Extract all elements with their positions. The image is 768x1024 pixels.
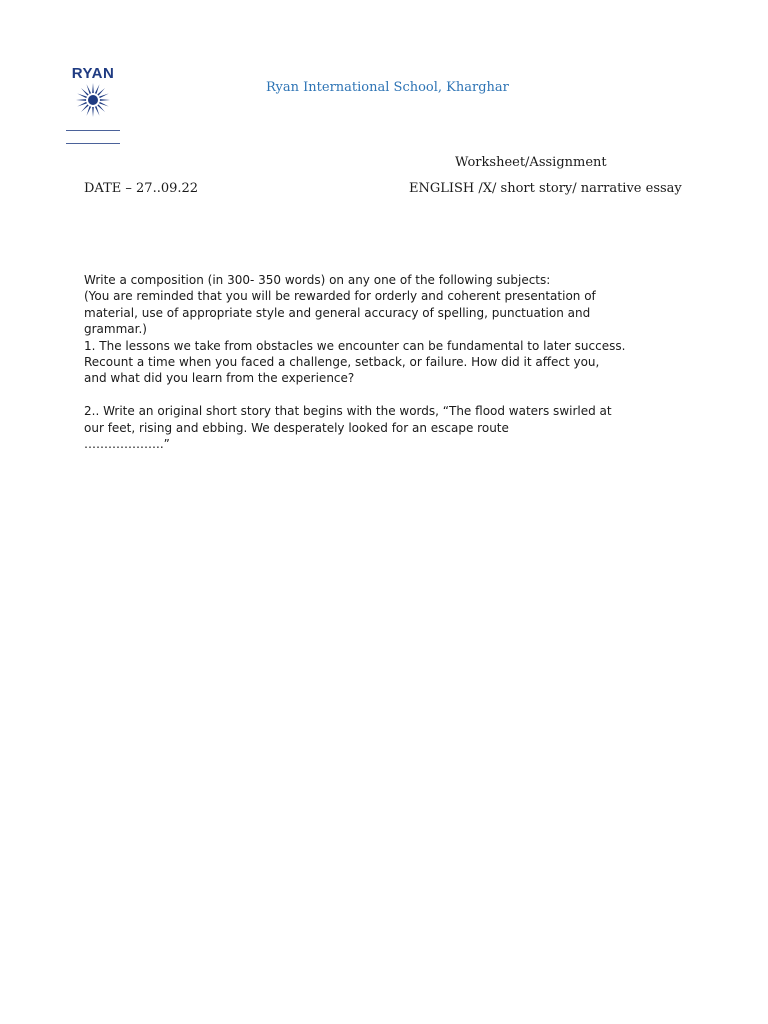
paragraph-gap	[84, 387, 624, 403]
logo-ray	[97, 104, 105, 112]
logo-ray	[77, 102, 87, 107]
instruction-line: Write a composition (in 300- 350 words) on any one of the following subjects:	[84, 273, 551, 287]
logo-ray	[99, 102, 109, 107]
school-name: Ryan International School, Kharghar	[266, 80, 509, 95]
logo-ray	[81, 88, 89, 96]
logo-ray	[95, 84, 100, 94]
logo-ray	[86, 84, 91, 94]
logo-wordmark: RYAN	[71, 65, 115, 82]
logo-ray	[100, 99, 110, 101]
question-2-line: 2.. Write an original short story that begins with the words, “The flood waters swirled at	[84, 404, 612, 419]
logo-ray	[86, 106, 91, 116]
subject-line: ENGLISH /X/ short story/ narrative essay	[409, 181, 682, 196]
worksheet-title: Worksheet/Assignment	[455, 155, 607, 170]
logo-ray	[97, 88, 105, 96]
question-2-line: our feet, rising and ebbing. We desperately looked for an escape route	[84, 420, 509, 435]
logo-ray	[92, 107, 94, 117]
school-logo	[62, 66, 124, 146]
question-1-line: and what did you learn from the experience?	[84, 371, 355, 386]
instruction-line: grammar.)	[84, 322, 147, 337]
logo-ray	[95, 106, 100, 116]
logo-ray	[92, 83, 94, 93]
question-1-line: Recount a time when you faced a challenge, setback, or failure. How did it affect you,	[84, 355, 600, 370]
instruction-line: (You are reminded that you will be rewarded for orderly and coherent presentation of	[84, 289, 596, 304]
logo-ray	[81, 104, 89, 112]
logo-ray	[99, 93, 109, 98]
logo-ray	[76, 99, 86, 101]
logo-sunburst-icon	[62, 80, 124, 146]
instruction-line: material, use of appropriate style and general accuracy of spelling, punctuation and	[84, 305, 591, 320]
date-line: DATE – 27..09.22	[84, 181, 199, 196]
logo-ray	[77, 93, 87, 98]
question-2-line: ………………..”	[84, 437, 170, 452]
question-1-line: 1. The lessons we take from obstacles we encounter can be fundamental to later success.	[84, 338, 626, 353]
assignment-body	[84, 272, 624, 452]
